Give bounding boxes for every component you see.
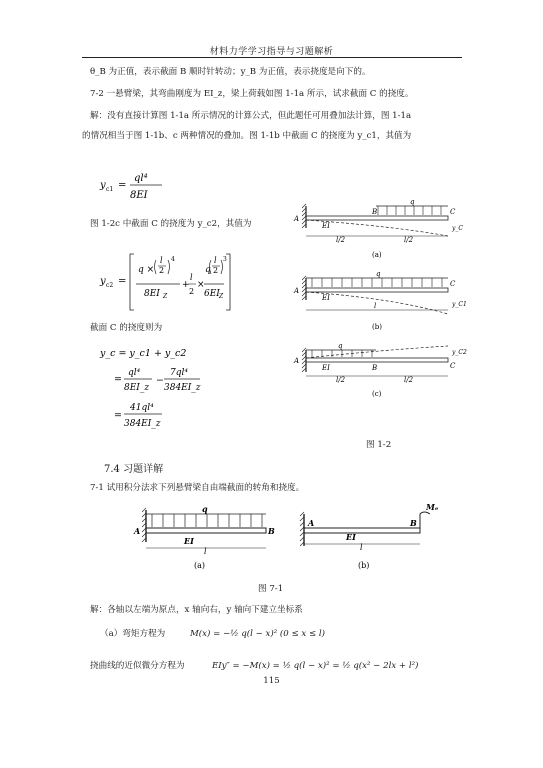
svg-text:l/2: l/2 — [336, 376, 346, 384]
svg-text:y_C1: y_C1 — [452, 301, 467, 308]
svg-text:7ql⁴: 7ql⁴ — [170, 368, 188, 378]
svg-text:8EI: 8EI — [144, 289, 160, 299]
svg-text:q: q — [338, 342, 343, 350]
page-number: 115 — [263, 676, 280, 686]
equation-yc-total — [100, 344, 210, 434]
svg-text:2: 2 — [189, 287, 195, 296]
equation-yc1 — [100, 168, 190, 208]
figure-7-1b — [300, 502, 439, 570]
svg-text:A: A — [294, 357, 300, 365]
yc1-equals: = — [118, 180, 127, 191]
svg-text:8EI_z: 8EI_z — [124, 383, 150, 393]
yc2-left-bracket — [130, 254, 134, 310]
svg-text:q: q — [205, 265, 211, 275]
svg-text:Mₑ: Mₑ — [426, 502, 439, 512]
svg-text:384EI_z: 384EI_z — [124, 419, 161, 429]
svg-text:×: × — [197, 280, 205, 290]
yc-line1: y_c = y_c1 + y_c2 — [100, 348, 187, 359]
svg-text:EI: EI — [322, 222, 330, 230]
figure-7-1-caption: 图 7-1 — [258, 584, 284, 594]
svg-text:B: B — [410, 518, 417, 528]
section-heading: 7.4 习题详解 — [104, 464, 164, 475]
svg-text:4: 4 — [171, 256, 175, 263]
figure-1-2 — [292, 198, 467, 412]
deflection-label: 挠曲线的近似微分方程为 — [90, 661, 185, 671]
svg-text:q: q — [376, 270, 381, 278]
yc1-den: 8EI — [130, 190, 148, 201]
figure-1-2a — [293, 198, 463, 259]
svg-text:3: 3 — [223, 256, 227, 263]
text-line-1: θ_B 为正值，表示截面 B 顺时针转动；y_B 为正值，表示挠度是向下的。 — [90, 67, 371, 77]
solution-intro: 解：各轴以左端为原点，x 轴向右，y 轴向下建立坐标系 — [90, 605, 303, 615]
figure-1-2c — [293, 342, 467, 398]
running-header: 材料力学学习指导与习题解析 — [209, 47, 334, 57]
yc2-sub: c2 — [106, 282, 114, 289]
svg-text:C: C — [450, 208, 456, 216]
deflection-equation: EIy″ = −M(x) = ½ q(l − x)² = ½ q(x² − 2lx + l²) — [212, 661, 419, 671]
svg-text:ql⁴: ql⁴ — [128, 368, 141, 378]
svg-text:(b): (b) — [358, 561, 370, 570]
svg-text:C: C — [450, 362, 456, 370]
text-line-3: 解：没有直接计算图 1-1a 所示情况的计算公式，但此题任可用叠加法计算，图 1-1a — [90, 111, 412, 121]
svg-text:(a): (a) — [194, 561, 206, 570]
svg-text:l: l — [190, 273, 193, 282]
header-rule — [82, 57, 462, 58]
moment-equation: M(x) = −½ q(l − x)² (0 ≤ x ≤ l) — [190, 629, 326, 639]
svg-text:l/2: l/2 — [336, 236, 346, 244]
svg-text:B: B — [372, 364, 378, 372]
svg-text:(a): (a) — [372, 251, 382, 259]
equation-yc2 — [100, 250, 250, 312]
svg-text:B: B — [372, 208, 378, 216]
text-line-2: 7-2 一悬臂梁，其弯曲刚度为 EI_z，梁上荷载如图 1-1a 所示，试求截面 C 的挠度。 — [90, 89, 414, 99]
yc2-term1-q: q × — [138, 265, 155, 275]
svg-text:Z: Z — [163, 293, 168, 300]
moment-label: （a）弯矩方程为 — [100, 629, 166, 639]
yc2-equals: = — [118, 276, 127, 287]
svg-text:q: q — [202, 504, 208, 514]
text-line-5: 图 1-2c 中截面 C 的挠度为 y_c2，其值为 — [90, 219, 252, 229]
svg-text:l: l — [374, 302, 377, 310]
svg-text:A: A — [294, 215, 300, 223]
yc1-sub: c1 — [106, 186, 114, 193]
svg-text:C: C — [450, 280, 456, 288]
text-line-6: 截面 C 的挠度则为 — [90, 323, 163, 333]
svg-text:l: l — [360, 543, 363, 552]
svg-text:=: = — [114, 374, 122, 385]
figure-7-1a — [133, 504, 275, 570]
svg-text:EI: EI — [322, 294, 330, 302]
problem-7-1: 7-1 试用积分法求下列悬臂梁自由端截面的转角和挠度。 — [90, 483, 305, 493]
yc1-lhs: y — [100, 180, 106, 191]
svg-text:l: l — [160, 256, 163, 265]
text-line-4: 的情况相当于图 1-1b、c 两种情况的叠加。图 1-1b 中截面 C 的挠度为 y_c1，其值为 — [82, 131, 412, 141]
svg-text:l/2: l/2 — [404, 376, 414, 384]
svg-text:2: 2 — [213, 266, 219, 275]
svg-text:B: B — [268, 526, 275, 536]
svg-text:y_C: y_C — [452, 225, 463, 232]
svg-text:41ql⁴: 41ql⁴ — [130, 403, 154, 413]
svg-text:Z: Z — [219, 293, 224, 300]
figure-7-1 — [124, 500, 444, 580]
svg-text:l: l — [214, 256, 217, 265]
svg-text:l: l — [204, 547, 207, 556]
svg-text:y_C2: y_C2 — [452, 349, 467, 356]
figure-1-2b — [293, 270, 467, 331]
svg-text:l/2: l/2 — [404, 236, 414, 244]
svg-text:+: + — [182, 280, 190, 290]
svg-text:(c): (c) — [372, 390, 382, 398]
svg-text:A: A — [134, 526, 141, 536]
svg-text:(b): (b) — [372, 323, 382, 331]
svg-text:EI: EI — [346, 532, 356, 542]
yc2-lhs: y — [100, 276, 106, 287]
svg-text:EI: EI — [184, 536, 194, 546]
svg-text:q: q — [410, 198, 415, 206]
figure-1-2-caption: 图 1-2 — [366, 440, 392, 450]
svg-text:384EI_z: 384EI_z — [164, 383, 201, 393]
svg-text:2: 2 — [159, 266, 165, 275]
svg-text:=: = — [114, 410, 122, 421]
svg-text:A: A — [294, 287, 300, 295]
svg-text:A: A — [308, 518, 315, 528]
svg-text:6EI: 6EI — [204, 289, 220, 299]
svg-text:−: − — [156, 375, 164, 386]
svg-text:EI: EI — [322, 364, 330, 372]
yc1-num: ql⁴ — [134, 173, 148, 184]
